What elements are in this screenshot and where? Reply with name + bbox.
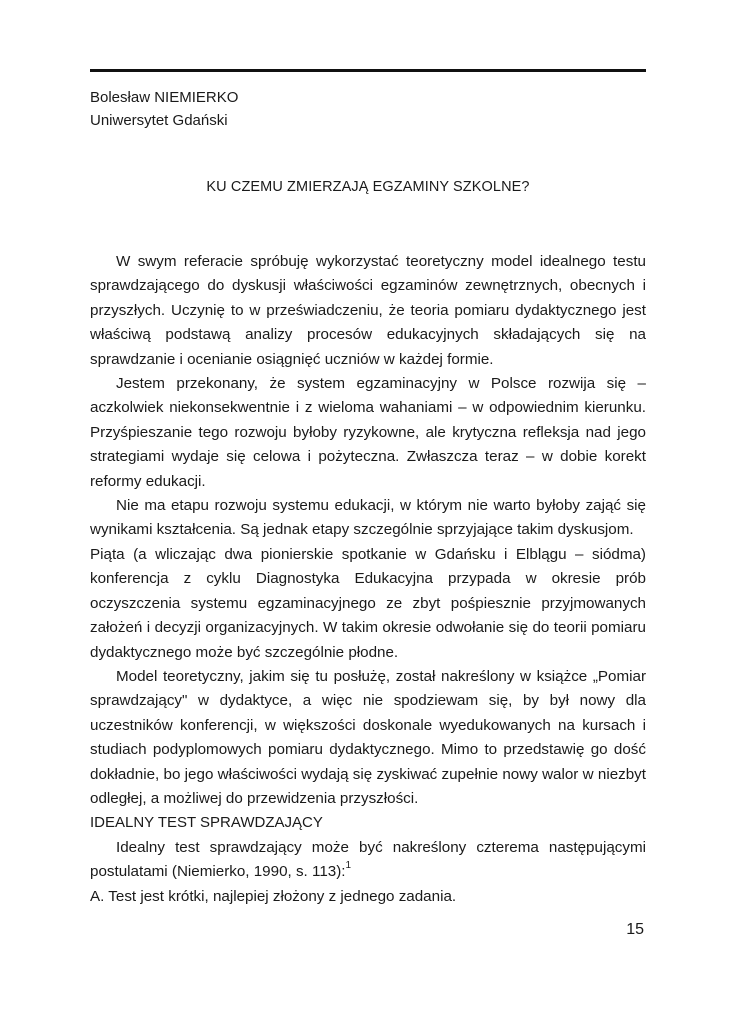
paragraph-2: Jestem przekonany, że system egzaminacyjny w Polsce rozwija się – aczkolwiek niekonsekwentnie i z wieloma wahaniami – w odpowiednim kierunku. Przyśpieszanie tego rozwoju byłoby ryzykowne, ale krytyczna refleksja nad jego strategiami wydaje się celowa i pożyteczna. Zwłaszcza teraz – w dobie korekt reformy edukacji. (90, 375, 646, 490)
section-intro (90, 836, 646, 885)
article-body (90, 250, 646, 909)
page-number: 15 (626, 921, 644, 938)
paragraph-5: Model teoretyczny, jakim się tu posłużę, został nakreślony w książce „Pomiar sprawdzający" w dydaktyce, a więc nie spodziewam się, by był nowy dla uczestników konferencji, w większości doskonale wyedukowanych na kursach i studiach podyplomowych pomiaru dydaktycznego. Mimo to przedstawię go dość dokładnie, bo jego właściwości wydają się zyskiwać zupełnie nowy walor w niezbyt odległej, a możliwej do przewidzenia przyszłości. (90, 667, 646, 807)
section-intro-text: Idealny test sprawdzający może być nakreślony czterema następującymi postulatami (Niemierko, 1990, s. 113): (90, 838, 646, 881)
author-affiliation: Uniwersytet Gdański (90, 112, 228, 129)
section-heading: IDEALNY TEST SPRAWDZAJĄCY (90, 814, 323, 832)
article-title: KU CZEMU ZMIERZAJĄ EGZAMINY SZKOLNE? (206, 179, 530, 195)
footnote-reference: 1 (345, 860, 352, 872)
paragraph-3: Nie ma etapu rozwoju systemu edukacji, w którym nie warto byłoby zająć się wynikami kształcenia. Są jednak etapy szczególnie sprzyjające takim dyskusjom. (90, 497, 646, 539)
header-rule (90, 69, 646, 72)
list-item-a: A. Test jest krótki, najlepiej złożony z jednego zadania. (90, 887, 457, 905)
paragraph-4: Piąta (a wliczając dwa pionierskie spotkanie w Gdańsku i Elblągu – siódma) konferencja z cyklu Diagnostyka Edukacyjna przypada w okresie prób oczyszczenia systemu egzaminacyjnego ze zbyt pośpiesznie przyjmowanych założeń i decyzji organizacyjnych. W takim okresie odwołanie się do teorii pomiaru dydaktycznego może być szczególnie płodne. (90, 545, 646, 661)
paragraph-1: W swym referacie spróbuję wykorzystać teoretyczny model idealnego testu sprawdzającego do dyskusji właściwości egzaminów zewnętrznych, obecnych i przyszłych. Uczynię to w przeświadczeniu, że teoria pomiaru dydaktycznego jest właściwą podstawą analizy procesów edukacyjnych składających się na sprawdzanie i ocenianie osiągnięć uczniów w każdej formie. (90, 253, 646, 368)
author-name: Bolesław NIEMIERKO (90, 89, 239, 106)
author-block (90, 86, 238, 132)
